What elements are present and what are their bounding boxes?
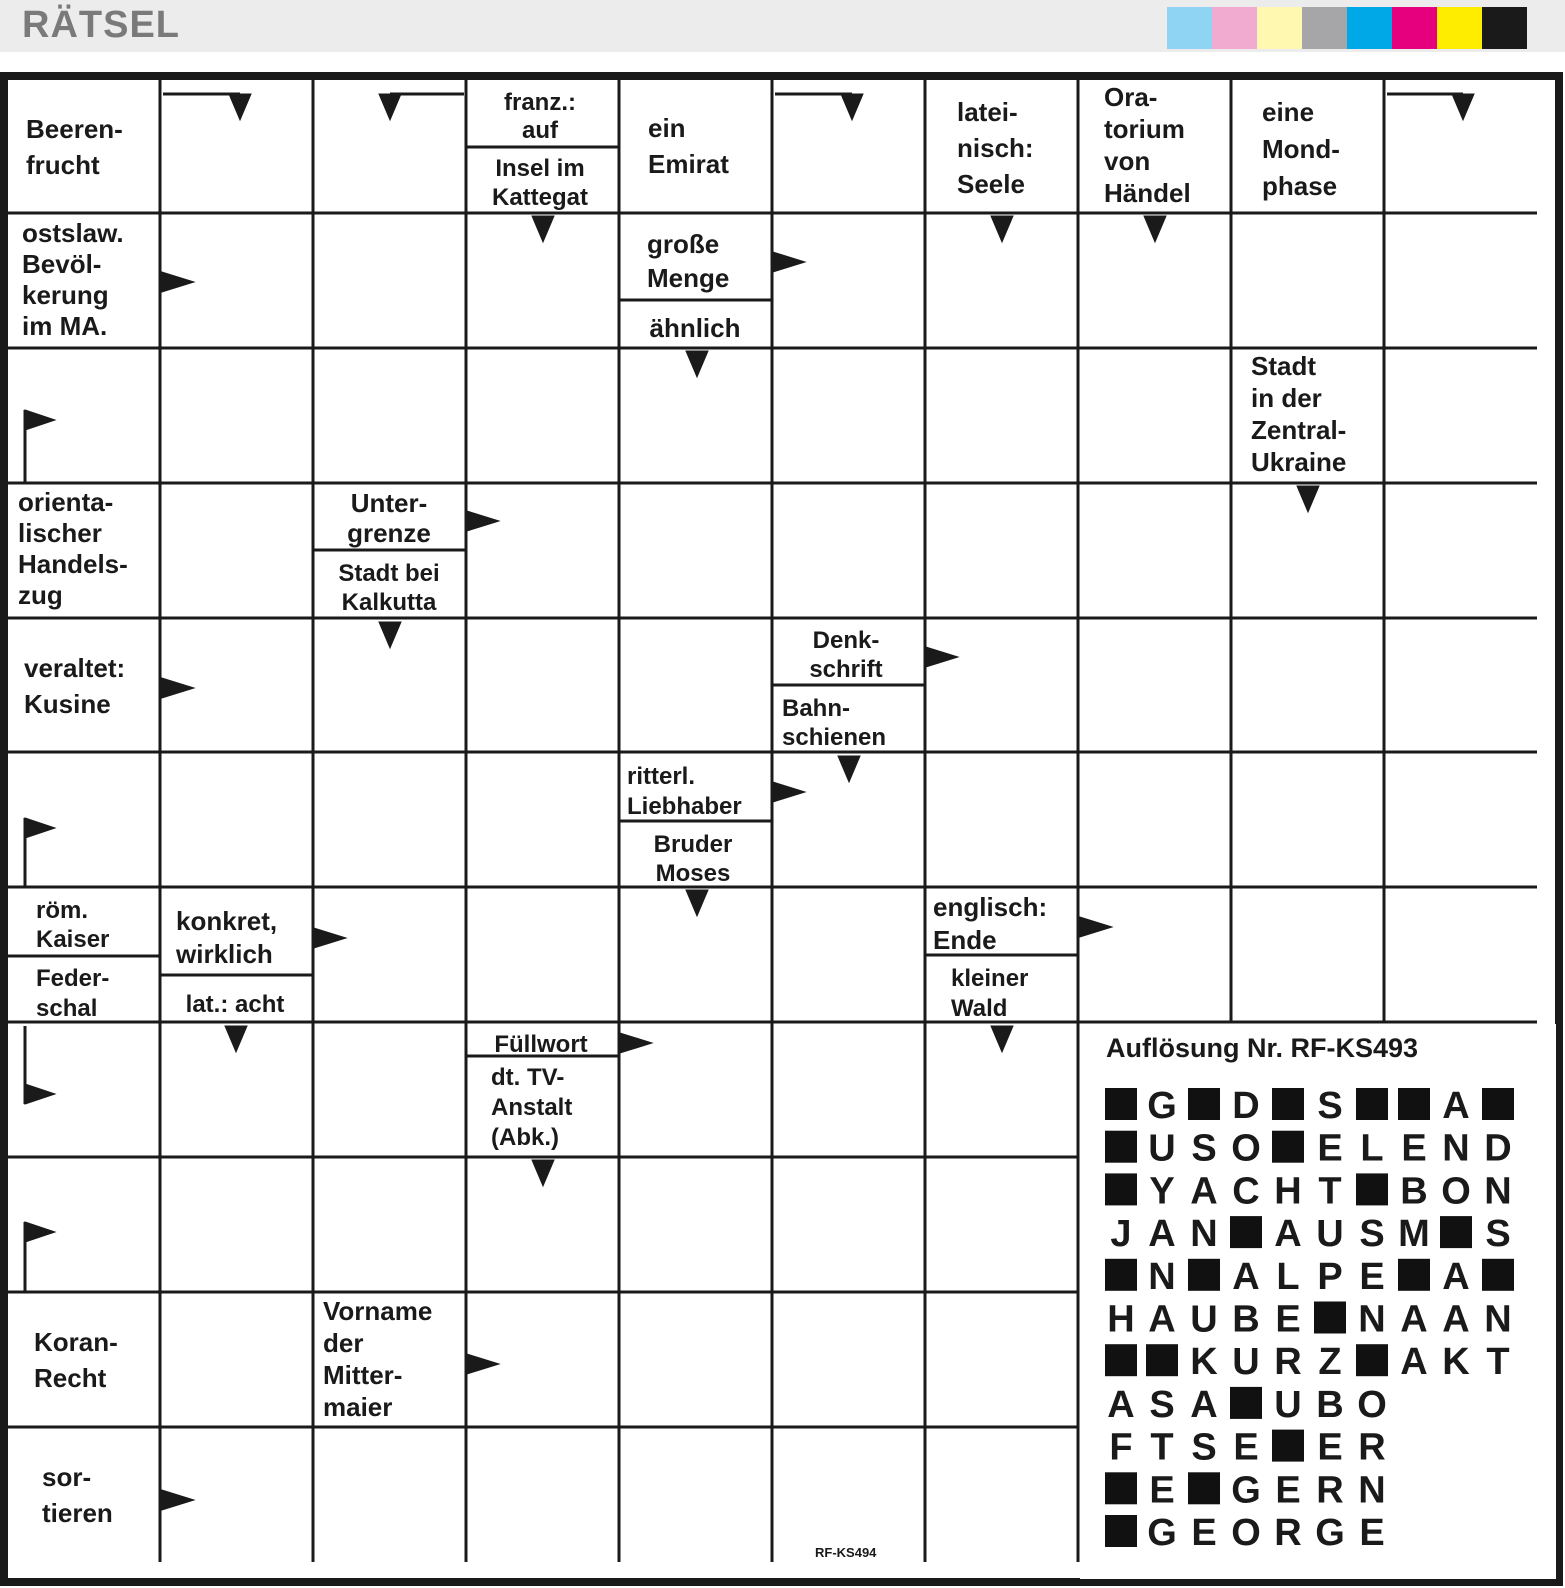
solution-letter: N	[1484, 1298, 1512, 1341]
clue-line: Bruder	[653, 831, 733, 858]
clue-line: Vorname	[323, 1296, 433, 1326]
color-swatch	[1212, 7, 1257, 49]
clue-line: ähnlich	[649, 313, 741, 343]
solution-letter: B	[1400, 1170, 1428, 1213]
clue-line: Füllwort	[494, 1031, 588, 1058]
solution-black-square	[1314, 1302, 1346, 1334]
clue-line: röm.	[36, 897, 89, 924]
clue-line: lischer	[18, 518, 102, 548]
color-swatch	[1347, 7, 1392, 49]
solution-black-square	[1105, 1472, 1137, 1504]
solution-letter: O	[1231, 1127, 1261, 1170]
solution-letter: E	[1359, 1512, 1385, 1554]
clue-line: lat.: acht	[185, 991, 285, 1018]
solution-panel	[1080, 1024, 1556, 1579]
solution-letter: E	[1233, 1426, 1259, 1469]
solution-letter: P	[1317, 1255, 1343, 1298]
page-title: RÄTSEL	[22, 4, 180, 46]
clue-line: Unter-	[350, 488, 428, 518]
solution-black-square	[1230, 1216, 1262, 1248]
solution-black-square	[1188, 1259, 1220, 1291]
solution-letter: E	[1149, 1469, 1175, 1512]
clue-line: Recht	[34, 1363, 107, 1393]
solution-letter: A	[1400, 1298, 1428, 1341]
clue-line: Kaiser	[36, 926, 110, 953]
solution-letter: N	[1442, 1127, 1470, 1170]
solution-letter: A	[1148, 1213, 1176, 1256]
clue-line: Handels-	[18, 549, 128, 579]
solution-letter: J	[1110, 1213, 1132, 1256]
clue-line: Moses	[655, 860, 731, 887]
solution-letter: B	[1316, 1383, 1344, 1426]
clue-line: ein	[648, 113, 686, 143]
solution-letter: E	[1359, 1255, 1385, 1298]
clue-line: schienen	[782, 724, 887, 751]
clue-line: Denk-	[812, 627, 880, 654]
clue-line: Emirat	[648, 149, 729, 179]
solution-letter: G	[1315, 1512, 1345, 1554]
solution-letter: A	[1442, 1255, 1470, 1298]
clue-line: (Abk.)	[491, 1124, 559, 1151]
solution-letter: L	[1276, 1255, 1300, 1298]
solution-letter: G	[1147, 1085, 1177, 1127]
solution-letter: N	[1190, 1213, 1218, 1256]
solution-letter: K	[1442, 1341, 1470, 1384]
solution-letter: S	[1485, 1213, 1511, 1256]
clue-untergrenze	[347, 488, 431, 548]
solution-letter: C	[1232, 1170, 1260, 1213]
solution-letter: A	[1190, 1170, 1218, 1213]
solution-black-square	[1398, 1088, 1430, 1120]
clue-line: tieren	[42, 1498, 113, 1528]
solution-black-square	[1272, 1430, 1304, 1462]
solution-letter: N	[1148, 1255, 1176, 1298]
clue-line: nisch:	[957, 133, 1034, 163]
clue-line: in der	[1251, 383, 1322, 413]
solution-letter: N	[1484, 1170, 1512, 1213]
clue-line: im MA.	[22, 311, 108, 341]
solution-letter: A	[1190, 1383, 1218, 1426]
solution-letter: A	[1107, 1383, 1135, 1426]
puzzle-id: RF-KS494	[815, 1545, 877, 1560]
solution-letter: E	[1275, 1469, 1301, 1512]
clue-line: Liebhaber	[627, 793, 742, 820]
solution-black-square	[1105, 1131, 1137, 1163]
clue-line: eine	[1262, 97, 1315, 127]
solution-black-square	[1105, 1088, 1137, 1120]
crossword-grid[interactable]	[0, 72, 1565, 1588]
clue-line: dt. TV-	[491, 1064, 565, 1091]
clue-line: Anstalt	[491, 1094, 573, 1121]
clue-line: Stadt bei	[338, 560, 440, 587]
clue-line: Händel	[1104, 178, 1191, 208]
clue-line: ostslaw.	[22, 218, 124, 248]
solution-letter: A	[1442, 1085, 1470, 1127]
solution-letter: G	[1147, 1512, 1177, 1554]
clue-line: phase	[1262, 171, 1338, 201]
solution-letter: S	[1191, 1127, 1217, 1170]
solution-letter: U	[1190, 1298, 1218, 1341]
clue-line: auf	[522, 117, 558, 144]
solution-letter: E	[1275, 1298, 1301, 1341]
clue-line: Stadt	[1251, 351, 1316, 381]
clue-line: wirklich	[176, 939, 273, 969]
clue-line: Ukraine	[1251, 447, 1347, 477]
solution-black-square	[1105, 1515, 1137, 1547]
clue-line: franz.:	[504, 89, 576, 116]
clue-line: orienta-	[18, 487, 114, 517]
solution-letter: S	[1359, 1213, 1385, 1256]
clue-line: der	[323, 1328, 364, 1358]
solution-letter: U	[1232, 1341, 1260, 1384]
solution-letter: R	[1274, 1341, 1302, 1384]
clue-line: Beeren-	[26, 114, 123, 144]
color-swatch	[1167, 7, 1212, 49]
solution-black-square	[1230, 1387, 1262, 1419]
solution-letter: T	[1150, 1426, 1174, 1469]
page-header	[0, 0, 1565, 52]
clue-line: englisch:	[933, 892, 1048, 922]
solution-letter: O	[1231, 1512, 1261, 1554]
color-calibration-bar	[1165, 5, 1529, 51]
clue-line: Ende	[933, 925, 997, 955]
clue-line: maier	[323, 1392, 393, 1422]
solution-row	[1105, 1512, 1385, 1554]
color-swatch	[1437, 7, 1482, 49]
solution-letter: H	[1274, 1170, 1302, 1213]
clue-line: schrift	[809, 656, 883, 683]
solution-black-square	[1146, 1344, 1178, 1376]
solution-letter: R	[1316, 1469, 1344, 1512]
solution-black-square	[1105, 1259, 1137, 1291]
solution-letter: B	[1232, 1298, 1260, 1341]
clue-line: Ora-	[1104, 82, 1158, 112]
clue-line: ritterl.	[627, 763, 696, 790]
solution-letter: T	[1486, 1341, 1510, 1384]
solution-black-square	[1398, 1259, 1430, 1291]
solution-letter: Z	[1318, 1341, 1342, 1384]
clue-aehnlich	[649, 313, 740, 343]
solution-black-square	[1105, 1344, 1137, 1376]
clue-line: kerung	[22, 280, 109, 310]
color-swatch	[1302, 7, 1347, 49]
clue-line: Feder-	[36, 965, 110, 992]
clue-line: kleiner	[951, 965, 1029, 992]
solution-letter: A	[1232, 1255, 1260, 1298]
color-swatch	[1257, 7, 1302, 49]
solution-black-square	[1440, 1216, 1472, 1248]
clue-line: Koran-	[34, 1327, 118, 1357]
solution-letter: A	[1442, 1298, 1470, 1341]
solution-letter: D	[1484, 1127, 1512, 1170]
solution-letter: L	[1360, 1127, 1384, 1170]
solution-letter: O	[1441, 1170, 1471, 1213]
solution-letter: R	[1358, 1426, 1386, 1469]
solution-black-square	[1356, 1088, 1388, 1120]
clue-line: torium	[1104, 114, 1185, 144]
solution-letter: E	[1317, 1426, 1343, 1469]
clue-line: von	[1104, 146, 1151, 176]
solution-letter: N	[1358, 1469, 1386, 1512]
solution-letter: A	[1148, 1298, 1176, 1341]
clue-fuellwort	[494, 1031, 587, 1058]
clue-line: Insel im	[495, 155, 585, 182]
clue-line: veraltet:	[24, 653, 126, 683]
clue-line: Menge	[647, 263, 730, 293]
solution-black-square	[1482, 1259, 1514, 1291]
clue-line: konkret,	[176, 906, 278, 936]
solution-letter: H	[1107, 1298, 1135, 1341]
solution-letter: D	[1232, 1085, 1260, 1127]
clue-line: Bahn-	[782, 695, 850, 722]
solution-letter: E	[1317, 1127, 1343, 1170]
clue-line: sor-	[42, 1462, 92, 1492]
solution-letter: K	[1190, 1341, 1218, 1384]
solution-title: Auflösung Nr. RF-KS493	[1106, 1033, 1419, 1063]
clue-line: Mitter-	[323, 1360, 403, 1390]
solution-letter: E	[1191, 1512, 1217, 1554]
solution-letter: O	[1357, 1383, 1387, 1426]
clue-line: Mond-	[1262, 134, 1340, 164]
clue-line: schal	[36, 995, 98, 1022]
solution-letter: U	[1148, 1127, 1176, 1170]
solution-black-square	[1188, 1472, 1220, 1504]
clue-line: große	[647, 229, 720, 259]
clue-line: Kusine	[24, 689, 111, 719]
clue-line: Wald	[951, 995, 1008, 1022]
solution-black-square	[1188, 1088, 1220, 1120]
clue-line: grenze	[347, 518, 431, 548]
solution-letter: M	[1398, 1213, 1430, 1256]
solution-black-square	[1272, 1088, 1304, 1120]
clue-acht	[186, 991, 285, 1018]
solution-letter: G	[1231, 1469, 1261, 1512]
solution-letter: U	[1274, 1383, 1302, 1426]
solution-black-square	[1482, 1088, 1514, 1120]
solution-black-square	[1356, 1344, 1388, 1376]
clue-line: Seele	[957, 169, 1025, 199]
clue-line: latei-	[957, 97, 1018, 127]
clue-line: frucht	[26, 150, 100, 180]
solution-letter: F	[1109, 1426, 1133, 1469]
solution-letter: Y	[1149, 1170, 1175, 1213]
clue-line: Zentral-	[1251, 415, 1347, 445]
solution-letter: A	[1274, 1213, 1302, 1256]
solution-letter: U	[1316, 1213, 1344, 1256]
clue-line: Kattegat	[491, 184, 589, 211]
clue-line: Kalkutta	[341, 589, 437, 616]
solution-letter: S	[1191, 1426, 1217, 1469]
solution-letter: T	[1318, 1170, 1342, 1213]
solution-letter: E	[1401, 1127, 1427, 1170]
solution-letter: S	[1317, 1085, 1343, 1127]
clue-line: zug	[18, 580, 63, 610]
clue-line: Bevöl-	[22, 249, 102, 279]
solution-letter: S	[1149, 1383, 1175, 1426]
color-swatch	[1482, 7, 1527, 49]
solution-letter: R	[1274, 1512, 1302, 1554]
solution-black-square	[1272, 1131, 1304, 1163]
color-swatch	[1392, 7, 1437, 49]
solution-black-square	[1356, 1173, 1388, 1205]
solution-letter: N	[1358, 1298, 1386, 1341]
solution-letter: A	[1400, 1341, 1428, 1384]
solution-black-square	[1105, 1173, 1137, 1205]
